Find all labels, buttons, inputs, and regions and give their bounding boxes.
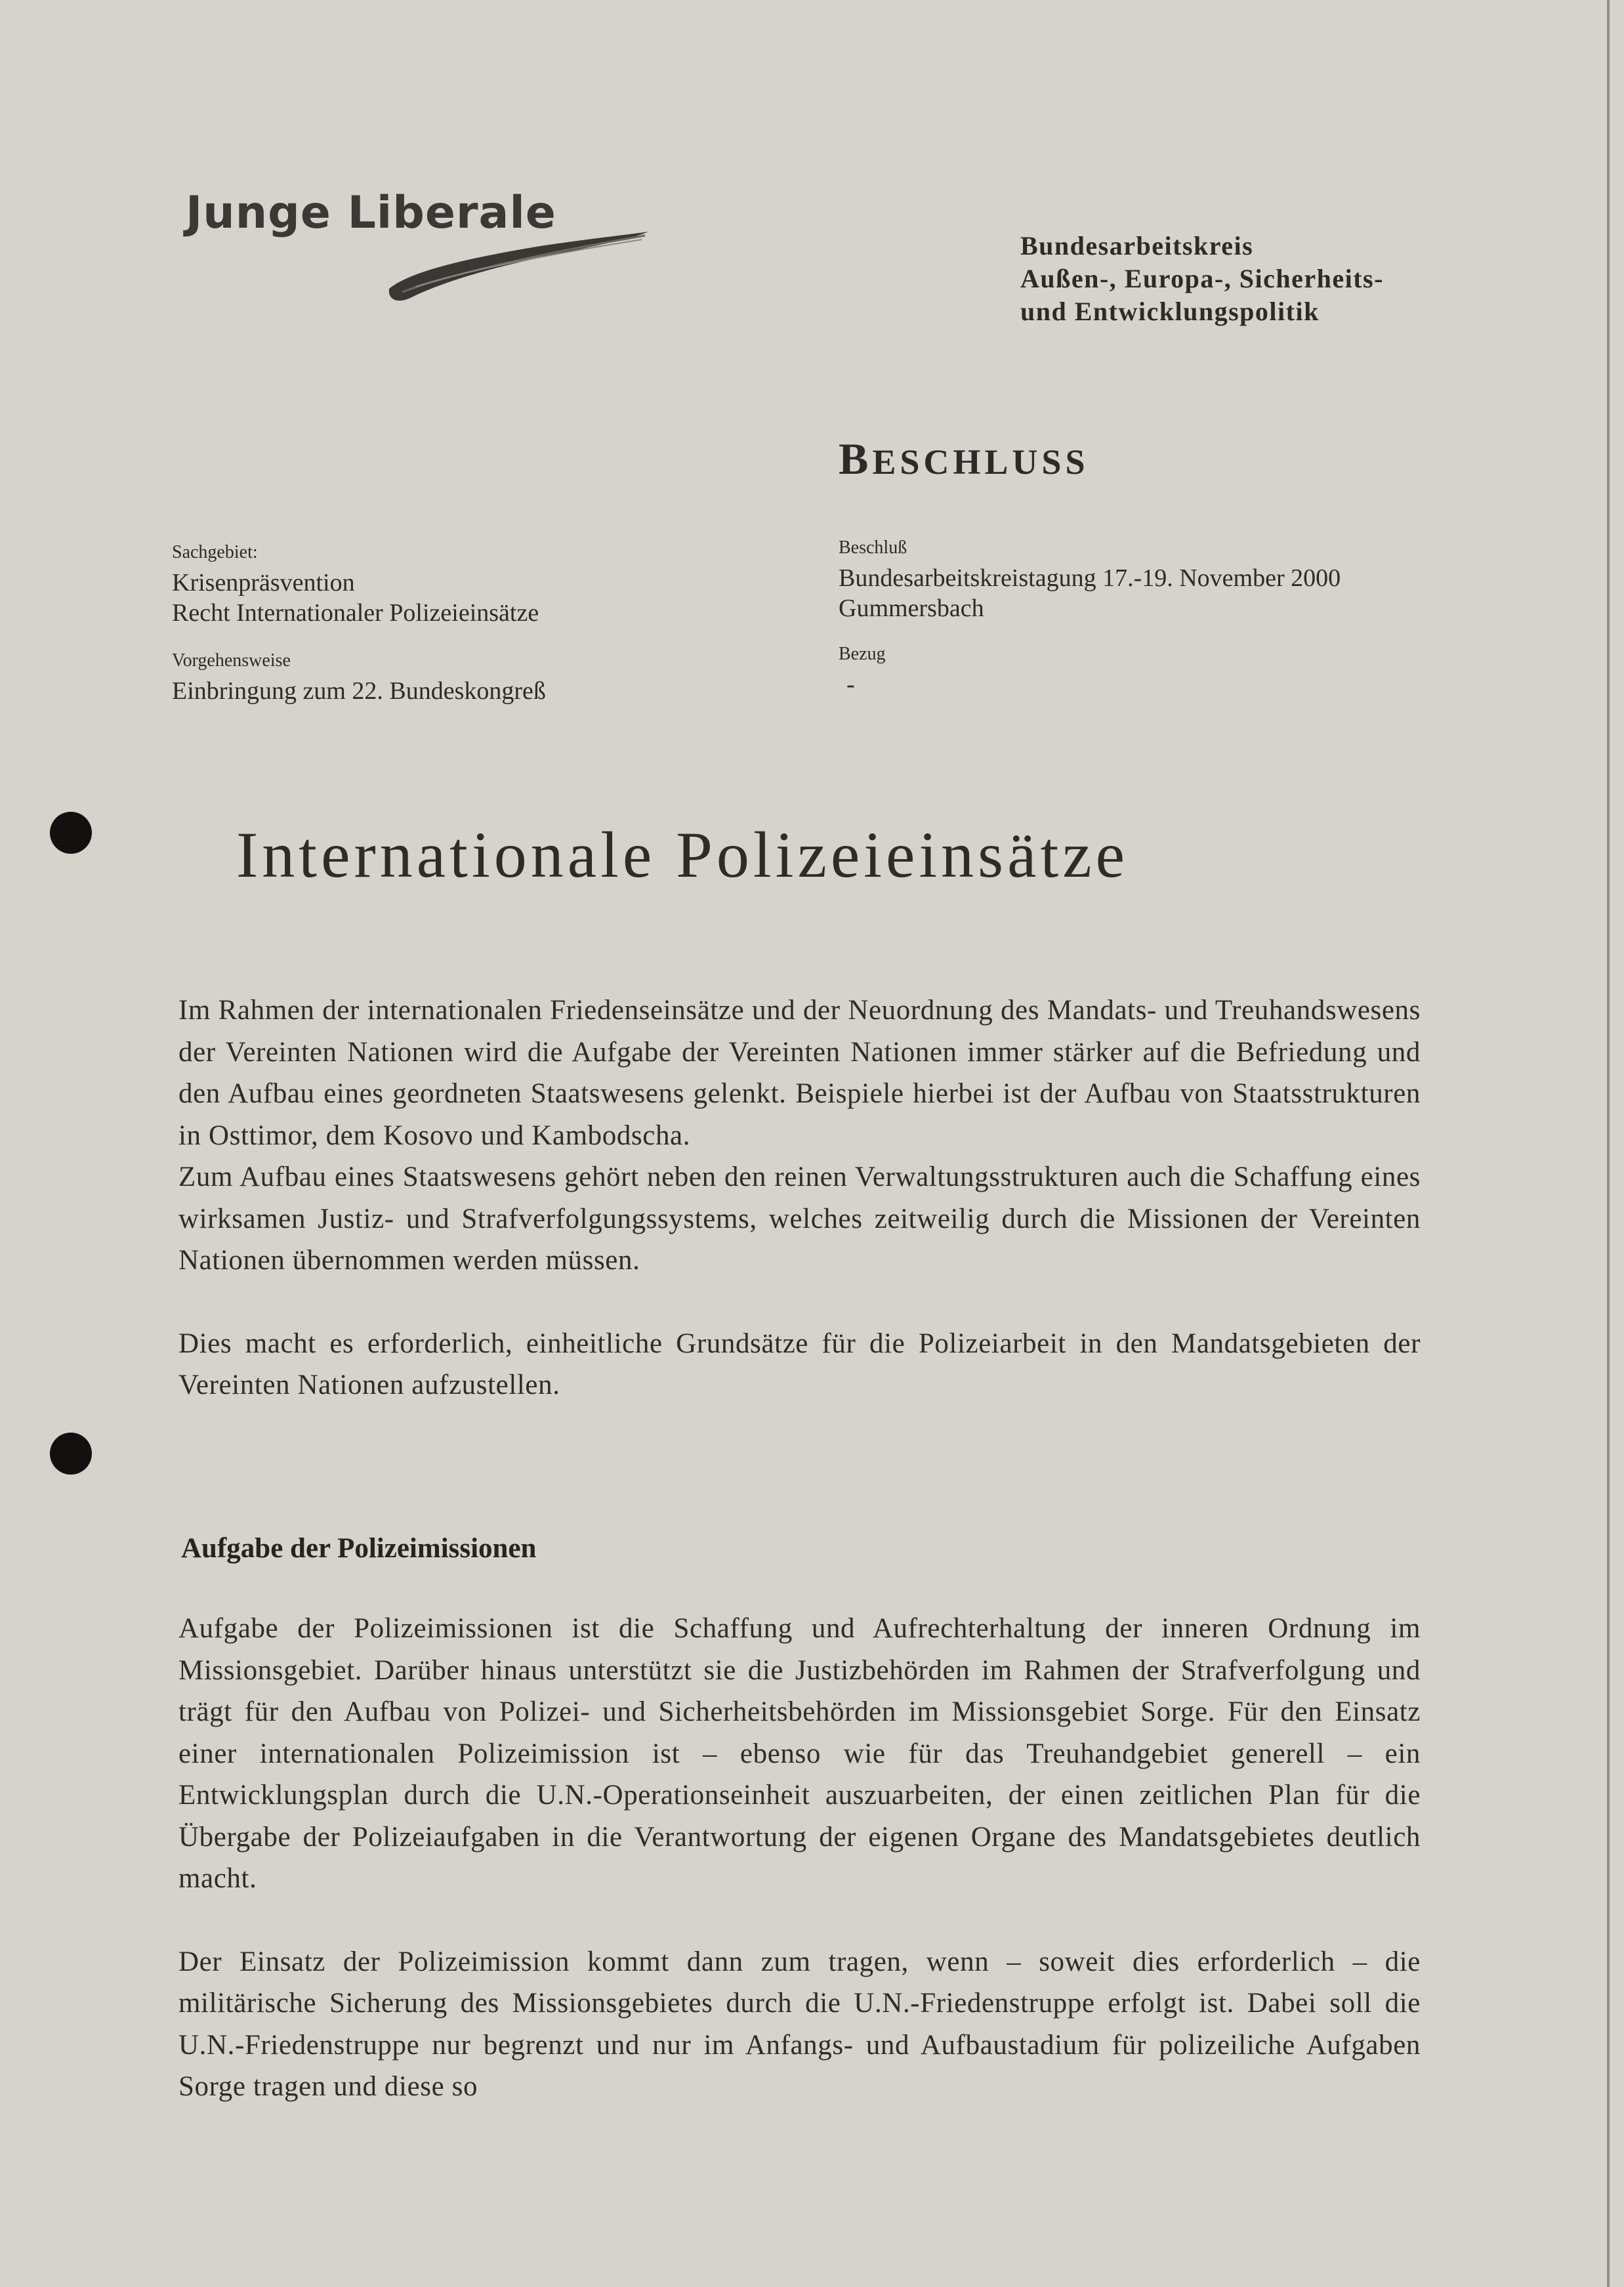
beschluss-meta-line-1: Bundesarbeitskreistagung 17.-19. November 2000 (839, 564, 1341, 592)
beschluss-meta-line-2: Gummersbach (839, 595, 984, 622)
intro-paragraph-3: Dies macht es erforderlich, einheitliche Grundsätze für die Polizeiarbeit in den Mandatsgebieten der Vereinten Nationen aufzustellen. (178, 1328, 1421, 1400)
section-heading: Aufgabe der Polizeimissionen (181, 1533, 537, 1564)
beschluss-meta-label: Beschluß (839, 537, 907, 558)
beschluss-meta-block (839, 537, 1341, 623)
department-line-2: Außen-, Europa-, Sicherheits- (1020, 264, 1384, 293)
document-type (839, 433, 1089, 485)
intro-section (178, 990, 1421, 1406)
department-line-3: und Entwicklungspolitik (1020, 297, 1320, 326)
document-type-initial: B (839, 434, 873, 484)
logo-swoosh-icon (383, 226, 652, 305)
punch-hole-bottom (50, 1433, 92, 1475)
sachgebiet-label: Sachgebiet: (172, 542, 258, 562)
bezug-block (839, 643, 886, 700)
vorgehensweise-block (172, 650, 546, 706)
vorgehensweise-value: Einbringung zum 22. Bundeskongreß (172, 677, 546, 705)
intro-paragraph-1: Im Rahmen der internationalen Friedenseinsätze und der Neuordnung des Mandats- und Treuhandswesens der Vereinten Nationen wird die Aufgabe der Vereinten Nationen immer stärker auf die Befriedung und den Aufbau eines geordneten Staatswesens gelenkt. Beispiele hierbei ist der Aufbau von Staatsstrukturen in Osttimor, dem Kosovo und Kambodscha. (178, 995, 1421, 1151)
sachgebiet-line-1: Krisenpräsvention (172, 569, 355, 597)
section-body (178, 1608, 1421, 2108)
sachgebiet-block (172, 541, 539, 628)
bezug-value: - (846, 671, 855, 698)
punch-hole-top (50, 812, 92, 854)
vorgehensweise-label: Vorgehensweise (172, 650, 291, 671)
department-block (1020, 230, 1384, 328)
document-type-rest: ESCHLUSS (872, 442, 1089, 482)
intro-paragraph-2: Zum Aufbau eines Staatswesens gehört neben den reinen Verwaltungsstrukturen auch die Schaffung eines wirksamen Justiz- und Strafverfolgungssystems, welches zeitweilig durch die Missionen der Vereinten Nationen übernommen werden müssen. (178, 1162, 1421, 1276)
bezug-label: Bezug (839, 644, 886, 664)
page-title: Internationale Polizeieinsätze (236, 818, 1129, 891)
page-edge (1607, 0, 1610, 2287)
logo-text: Junge Liberale (186, 187, 556, 239)
sachgebiet-line-2: Recht Internationaler Polizeieinsätze (172, 599, 539, 627)
department-line-1: Bundesarbeitskreis (1020, 231, 1254, 261)
section-paragraph-1: Aufgabe der Polizeimissionen ist die Schaffung und Aufrechterhaltung der inneren Ordnung im Missionsgebiet. Darüber hinaus unterstützt sie die Justizbehörden im Rahmen der Strafverfolgung und trägt für den Aufbau von Polizei- und Sicherheitsbehörden im Missionsgebiet Sorge. Für den Einsatz einer internationalen Polizeimission ist – ebenso wie für das Treuhandgebiet generell – ein Entwicklungsplan durch die U.N.-Operationseinheit auszuarbeiten, der einen zeitlichen Plan für die Übergabe der Polizeiaufgaben in die Verantwortung der eigenen Organe des Mandatsgebietes deutlich macht. (178, 1613, 1421, 1894)
logo (186, 187, 658, 318)
section-paragraph-2: Der Einsatz der Polizeimission kommt dann zum tragen, wenn – soweit dies erforderlich – die militärische Sicherung des Missionsgebietes durch die U.N.-Friedenstruppe erfolgt ist. Dabei soll die U.N.-Friedenstruppe nur begrenzt und nur im Anfangs- und Aufbaustadium für polizeiliche Aufgaben Sorge tragen und diese so (178, 1946, 1421, 2102)
